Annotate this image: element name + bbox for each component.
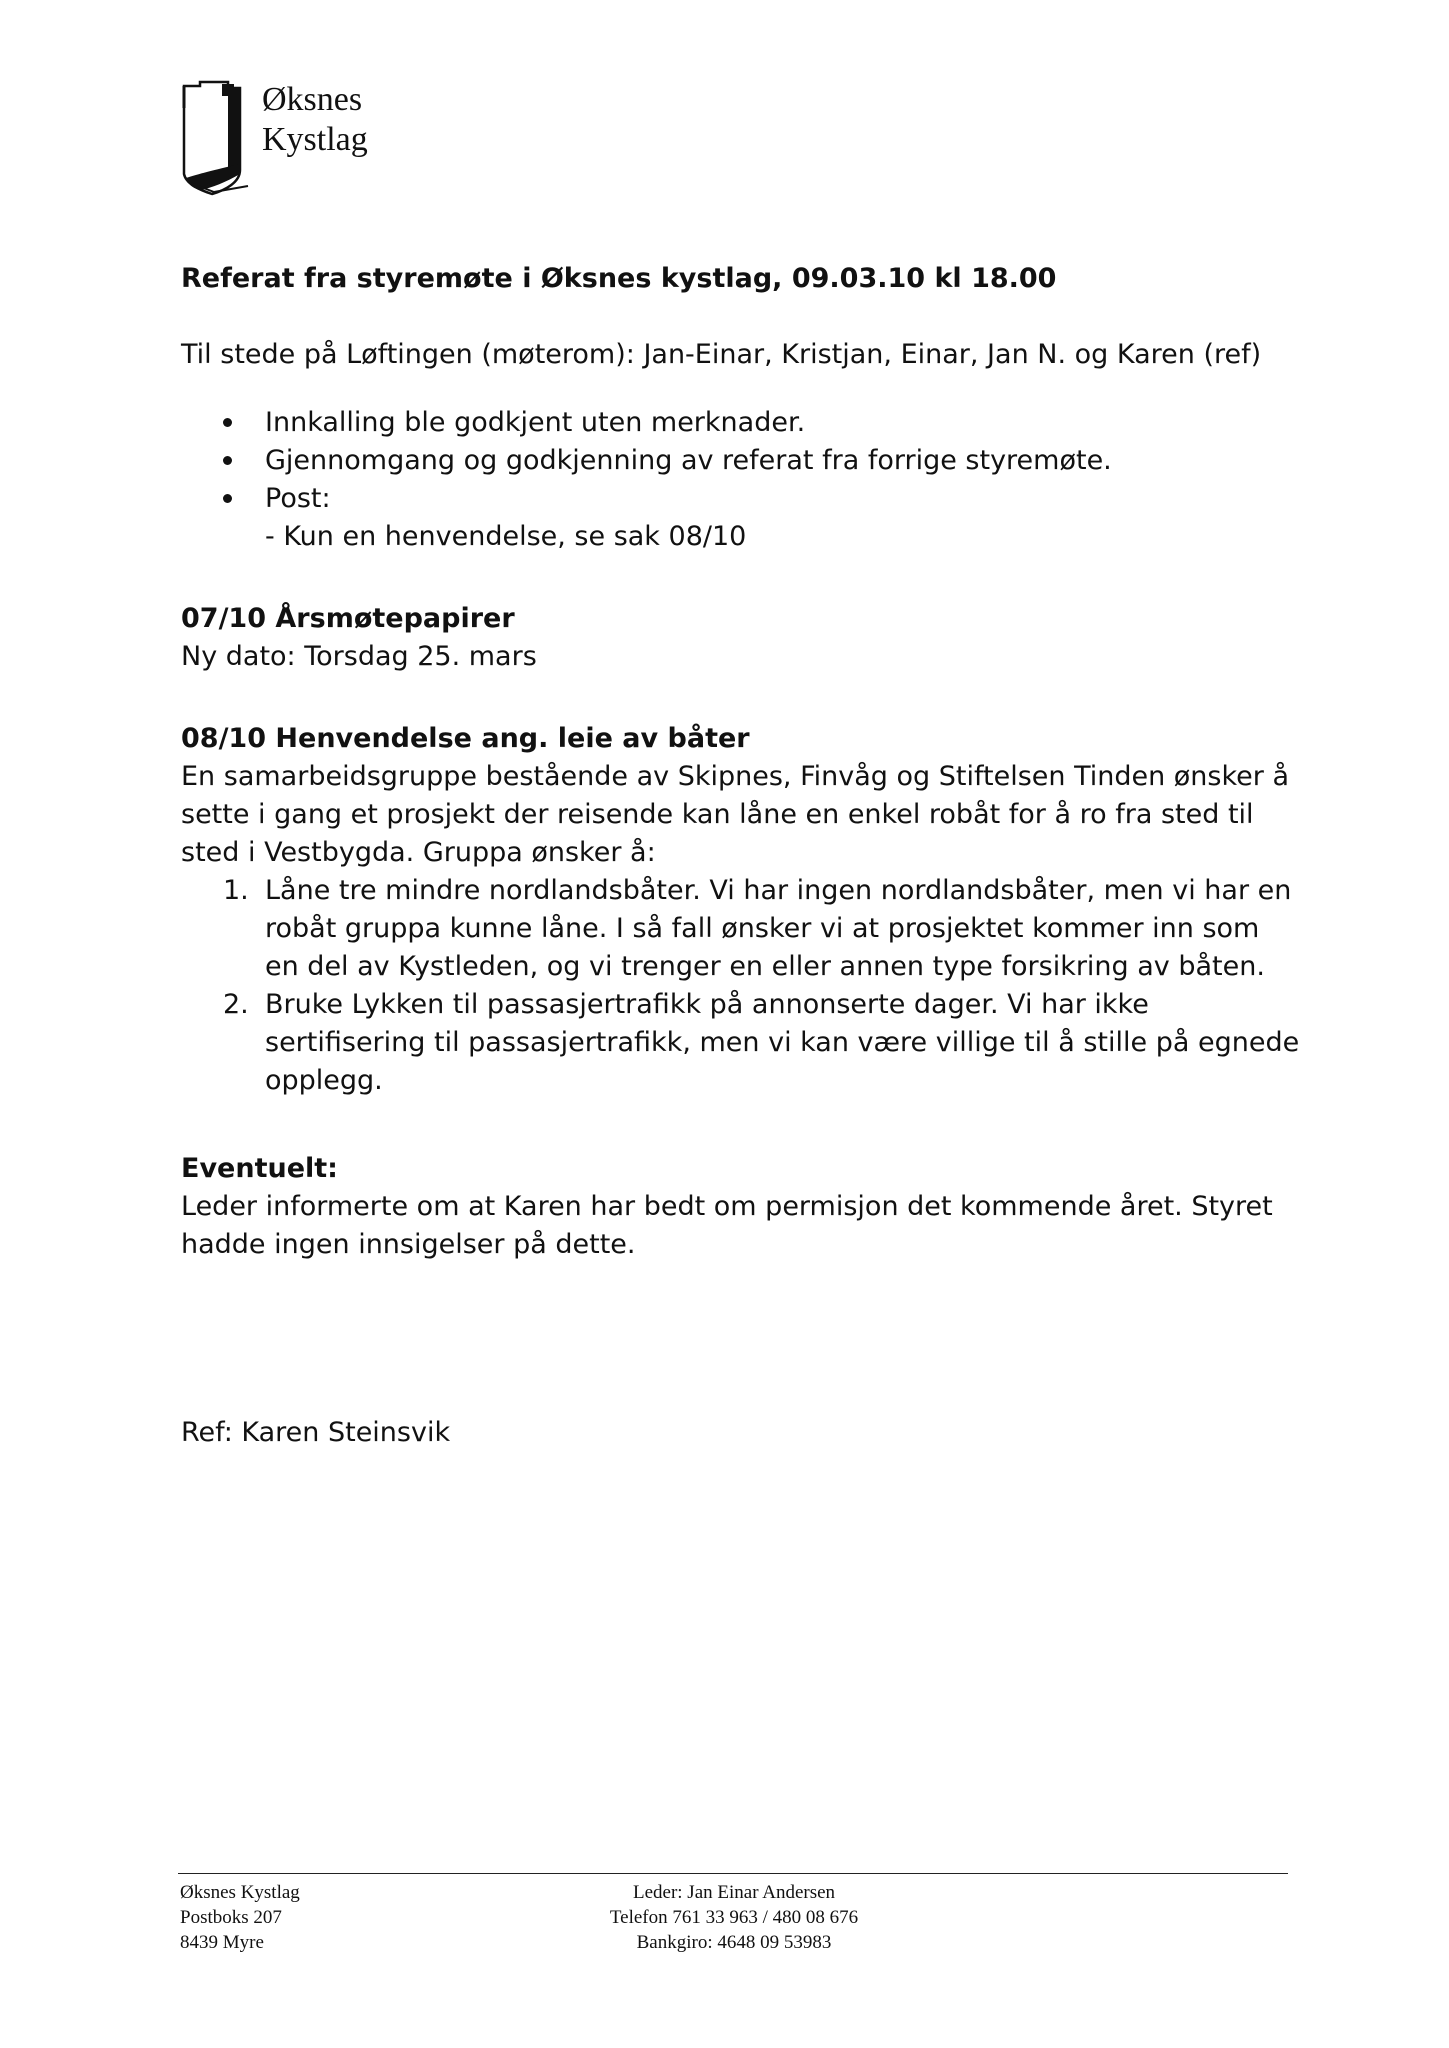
bullet-item [181, 404, 1301, 442]
footer-contact-line: Bankgiro: 4648 09 53983 [636, 1932, 832, 1953]
agenda-bullets [181, 404, 1301, 518]
footer-address [180, 1880, 300, 1955]
case-0810-text: En samarbeidsgruppe bestående av Skipnes, Finvåg og Stiftelsen Tinden ønsker å sette i gang et prosjekt der reisende kan låne en enkel robåt for å ro fra sted til sted i Vestbygda. Gruppa ønsker å: [181, 761, 1290, 868]
bullet-text: Post: [265, 483, 331, 514]
footer-address-line: Postboks 207 [180, 1907, 282, 1928]
case-0810-heading: 08/10 Henvendelse ang. leie av båter [181, 723, 750, 754]
bullet-text: Innkalling ble godkjent uten merknader. [265, 407, 806, 438]
footer-address-line: Øksnes Kystlag [180, 1882, 300, 1903]
organization-name-line2: Kystlag [262, 121, 368, 158]
referent-line: Ref: Karen Steinsvik [181, 1417, 451, 1448]
numbered-item [181, 872, 1301, 986]
bullet-text: Gjennomgang og godkjenning av referat fra forrige styremøte. [265, 445, 1112, 476]
item-number: 2. [223, 989, 249, 1020]
eventuelt-heading: Eventuelt: [181, 1153, 338, 1184]
document-title: Referat fra styremøte i Øksnes kystlag, 09.03.10 kl 18.00 [181, 263, 1057, 294]
bullet-icon [223, 456, 232, 465]
footer-contact [584, 1880, 884, 1955]
eventuelt-text: Leder informerte om at Karen har bedt om permisjon det kommende året. Styret hadde ingen innsigelser på dette. [181, 1191, 1273, 1260]
footer-divider [178, 1873, 1288, 1874]
eventuelt-section [181, 1150, 1301, 1264]
item-text: Bruke Lykken til passasjertrafikk på annonserte dager. Vi har ikke sertifisering til passasjertrafikk, men vi kan være villige til å stille på egnede opplegg. [265, 989, 1300, 1096]
case-0810-list [181, 872, 1301, 1100]
footer-contact-line: Leder: Jan Einar Andersen [632, 1882, 836, 1903]
letterhead [178, 78, 368, 196]
footer-contact-line: Telefon 761 33 963 / 480 08 676 [609, 1907, 859, 1928]
item-text: Låne tre mindre nordlandsbåter. Vi har ingen nordlandsbåter, men vi har en robåt gruppa kunne låne. I så fall ønsker vi at prosjektet kommer inn som en del av Kystleden, og vi trenger en eller annen type forsikring av båten. [265, 875, 1292, 982]
bullet-item [181, 442, 1301, 480]
case-0710-text: Ny dato: Torsdag 25. mars [181, 641, 537, 672]
attendees-line: Til stede på Løftingen (møterom): Jan-Einar, Kristjan, Einar, Jan N. og Karen (ref) [181, 339, 1262, 370]
document-body [181, 260, 1301, 1452]
case-0810 [181, 720, 1301, 1100]
bullet-icon [223, 418, 232, 427]
bullet-icon [223, 494, 232, 503]
bullet-item [181, 480, 1301, 518]
footer-address-line: 8439 Myre [180, 1932, 264, 1953]
case-0710-heading: 07/10 Årsmøtepapirer [181, 603, 515, 634]
numbered-item [181, 986, 1301, 1100]
oksnes-kystlag-logo-icon [178, 78, 254, 196]
organization-name-line1: Øksnes [262, 81, 363, 118]
post-subitem: - Kun en henvendelse, se sak 08/10 [265, 521, 747, 552]
case-0710 [181, 600, 1301, 676]
organization-name [262, 80, 368, 160]
item-number: 1. [223, 875, 249, 906]
